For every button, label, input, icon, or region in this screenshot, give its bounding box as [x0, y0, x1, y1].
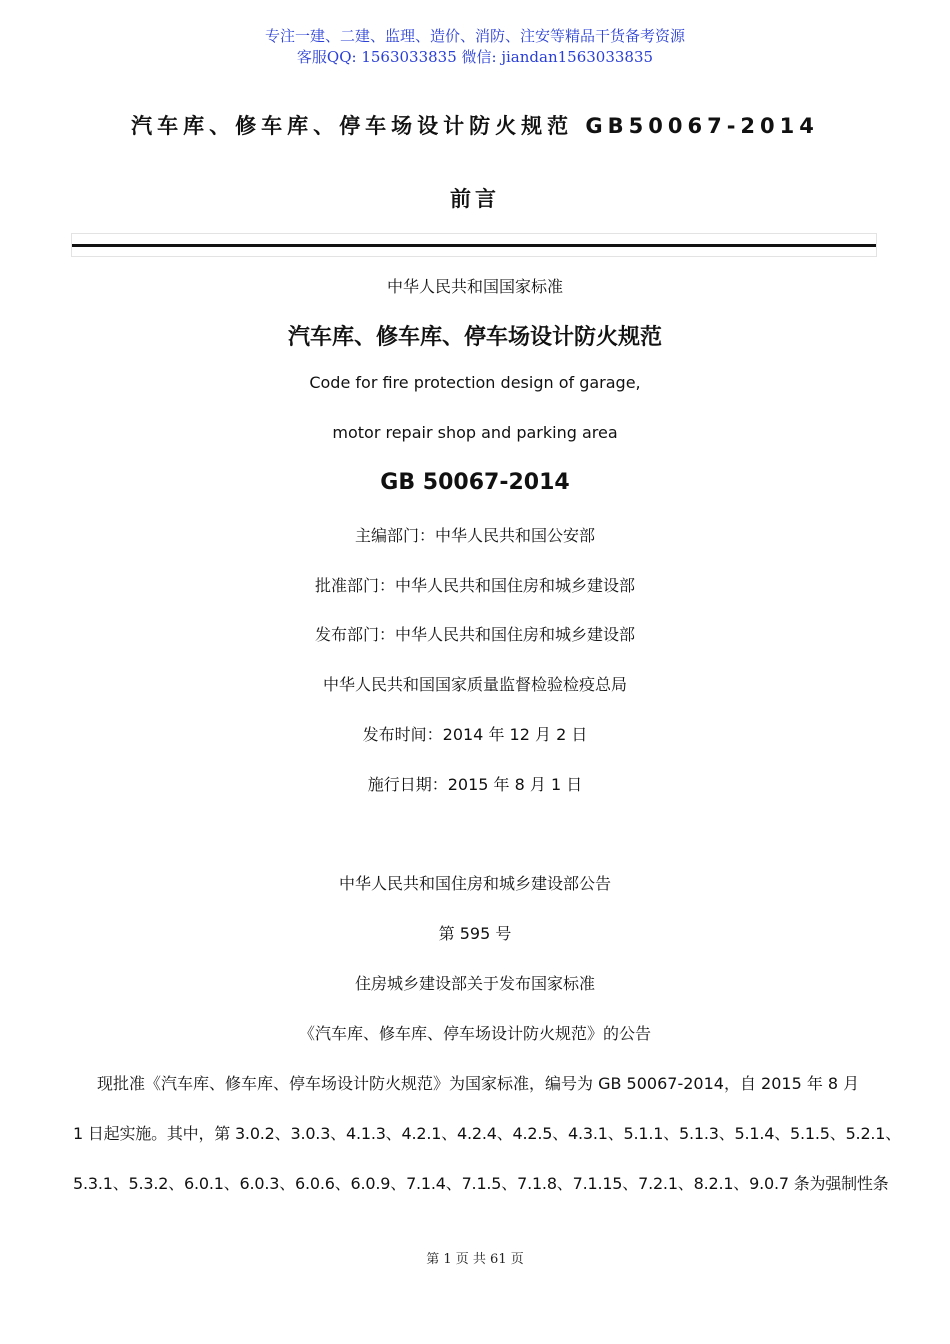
issued-by-2: 中华人民共和国国家质量监督检验检疫总局: [322, 675, 627, 694]
document-title: 汽车库、修车库、停车场设计防火规范 GB50067-2014: [131, 114, 819, 138]
announcement-body-line-2: 1 日起实施。其中，第 3.0.2、3.0.3、4.1.3、4.2.1、4.2.4、4.2.5、4.3.1、5.1.1、5.1.3、5.1.4、5.1.5、5.2.1、: [73, 1124, 902, 1143]
standard-title-en-1: Code for fire protection design of garage,: [309, 373, 641, 392]
divider-box: [71, 233, 877, 257]
effective-date: 施行日期：2015 年 8 月 1 日: [367, 775, 583, 794]
approved-by: 批准部门：中华人民共和国住房和城乡建设部: [314, 576, 635, 595]
national-standard-label: 中华人民共和国国家标准: [386, 277, 563, 296]
divider-rule: [72, 244, 876, 247]
standard-title-en-2: motor repair shop and parking area: [332, 423, 618, 442]
chief-editor: 主编部门：中华人民共和国公安部: [354, 526, 595, 545]
announcement-number: 第 595 号: [438, 924, 512, 943]
header-contact-line: 客服QQ: 1563033835 微信: jiandan1563033835: [296, 48, 654, 66]
announcement-org: 中华人民共和国住房和城乡建设部公告: [338, 874, 611, 893]
announcement-body-line-1: 现批准《汽车库、修车库、停车场设计防火规范》为国家标准，编号为 GB 50067-2014，自 2015 年 8 月: [97, 1074, 860, 1093]
header-promo-line: 专注一建、二建、监理、造价、消防、注安等精品干货备考资源: [264, 27, 685, 45]
page-footer: 第 1 页 共 61 页: [426, 1252, 524, 1267]
standard-code: GB 50067-2014: [380, 470, 570, 495]
preface-heading: 前言: [450, 187, 500, 211]
standard-title-cn: 汽车库、修车库、停车场设计防火规范: [287, 325, 662, 350]
announcement-body-line-3: 5.3.1、5.3.2、6.0.1、6.0.3、6.0.6、6.0.9、7.1.4、7.1.5、7.1.8、7.1.15、7.2.1、8.2.1、9.0.7 条为强制性条: [73, 1174, 889, 1193]
issue-date: 发布时间：2014 年 12 月 2 日: [362, 725, 588, 744]
announcement-subject-2: 《汽车库、修车库、停车场设计防火规范》的公告: [298, 1024, 651, 1043]
announcement-subject-1: 住房城乡建设部关于发布国家标准: [354, 974, 595, 993]
issued-by: 发布部门：中华人民共和国住房和城乡建设部: [314, 625, 635, 644]
